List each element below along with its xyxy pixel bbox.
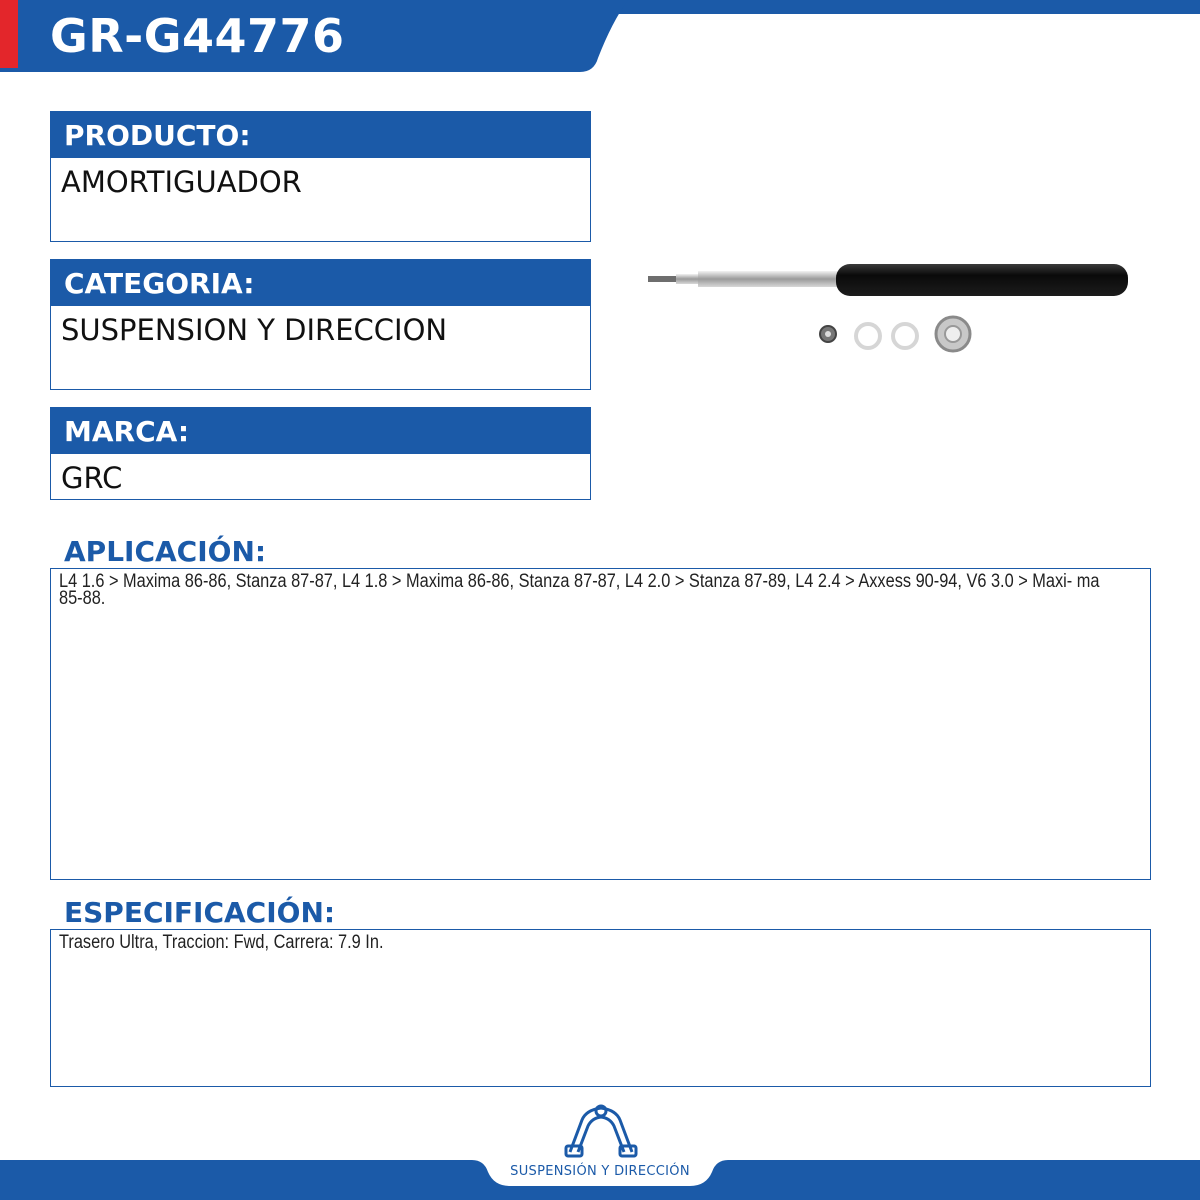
footer-category-label: SUSPENSIÓN Y DIRECCIÓN	[510, 1164, 690, 1179]
category-box	[50, 259, 591, 390]
specification-title: ESPECIFICACIÓN:	[64, 896, 336, 929]
product-value: AMORTIGUADOR	[61, 165, 302, 199]
brand-box	[50, 407, 591, 500]
product-image	[640, 250, 1140, 370]
specification-box	[50, 929, 1151, 1087]
application-title: APLICACIÓN:	[64, 535, 267, 568]
brand-label: MARCA:	[51, 408, 590, 454]
control-arm-icon	[564, 1102, 638, 1160]
header-accent-stripe	[0, 0, 18, 68]
application-text: L4 1.6 > Maxima 86-86, Stanza 87-87, L4 1.8 > Maxima 86-86, Stanza 87-87, L4 2.0 > Stanza 87-89, L4 2.4 > Axxess 90-94, V6 3.0 > Maxi- ma 85-88.	[59, 571, 1100, 609]
sku-title: GR-G44776	[50, 9, 345, 63]
product-label: PRODUCTO:	[51, 112, 590, 158]
category-label: CATEGORIA:	[51, 260, 590, 306]
product-box	[50, 111, 591, 242]
application-box	[50, 568, 1151, 880]
specification-text: Trasero Ultra, Traccion: Fwd, Carrera: 7.9 In.	[59, 932, 384, 953]
category-value: SUSPENSION Y DIRECCION	[61, 313, 448, 347]
header-bar	[0, 0, 1200, 72]
brand-value: GRC	[61, 461, 123, 495]
